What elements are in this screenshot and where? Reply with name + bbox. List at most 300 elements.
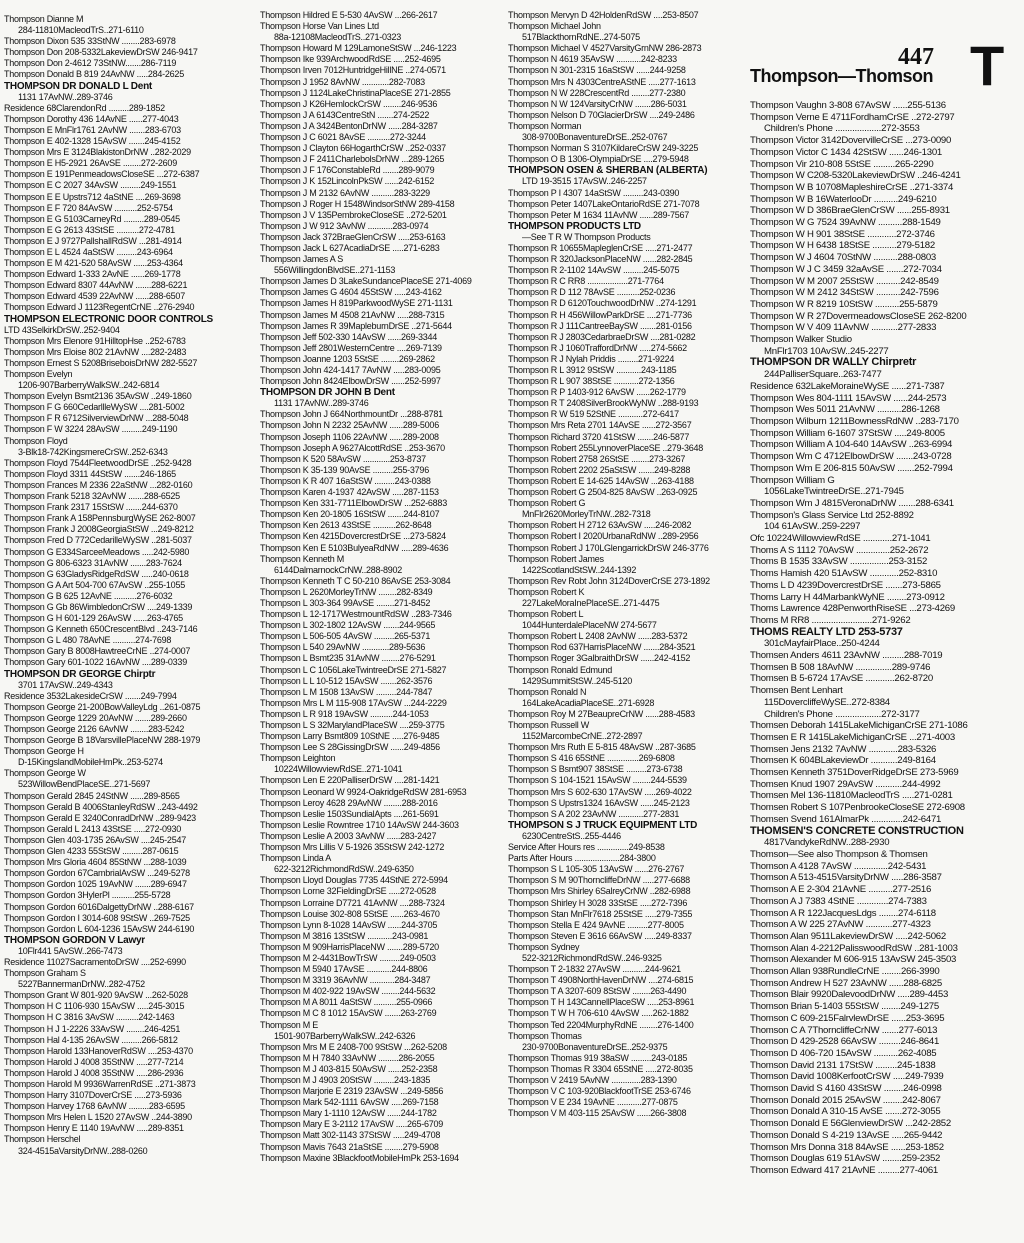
listing-entry: 522-3212RichmondRdSW..246-9325 [522, 952, 662, 963]
listing-entry: 104 61AvSW..259-2297 [764, 521, 861, 533]
listing-entry: Thompson L 12-1717WestmountRdSW ..283-7346 [260, 609, 452, 620]
listing-entry: Thompson Glen 403-1735 26AvSW ....245-2547 [4, 834, 186, 845]
listing-entry: 1206-907BarberryWalkSW..242-6814 [18, 380, 160, 391]
listing-entry: Thompson W R 27DovermeadowsCloseSE 262-8200 [750, 310, 967, 322]
listing-entry: Thompson Graham S [4, 968, 86, 979]
listing-entry: Thompson S Upstrs1324 16AvSW ......245-2123 [508, 797, 690, 808]
listing-entry: Thompson R J 111CantreeBaySW .......281-0156 [508, 320, 692, 331]
listing-entry: Thompson L Bsmt235 31AvNW ........276-5291 [260, 653, 436, 664]
listing-entry: Thompson E C 2027 34AvSW .........249-1551 [4, 180, 177, 191]
listing-entry: Thompson Floyd 7544FleetwoodDrSE ..252-9428 [4, 457, 192, 468]
listing-entry: Thompson Mrs N 4303CentreAStNE .....277-1613 [508, 76, 696, 87]
listing-entry: —See T R W Thompson Products [522, 231, 651, 242]
listing-entry: Thompson Kenneth M [260, 553, 345, 564]
listing-entry: Thompson Gary B 8008HawtreeCrNE ..274-0007 [4, 646, 191, 657]
listing-entry: Thompson Nelson D 70GlacierDrSW ....249-2486 [508, 109, 695, 120]
listing-entry: Thompson Robert K [508, 586, 585, 597]
listing-entry: Thompson S L 105-305 13AvSW ......276-2767 [508, 864, 685, 875]
listing-entry: Thompson M 2-4431BowTrSW .........249-0503 [260, 952, 436, 963]
listing-entry: Thompson Harvey 1768 6AvNW .........283-6595 [4, 1101, 185, 1112]
listing-entry: Thompson Leslie 1503SundialApts ....261-5691 [260, 808, 439, 819]
listing-entry: Thompson Robert E 14-625 14AvSW ...263-4188 [508, 475, 694, 486]
listing-entry: Thompson James H 819ParkwoodWySE 271-1131 [260, 298, 453, 309]
listing-entry: Thompson G Kenneth 650CrescentBlvd ..243-7146 [4, 624, 198, 635]
listing-entry: Thompson Robert J 170LGlengarrickDrSW 246-3776 [508, 542, 709, 553]
listing-entry: 227LakeMoraInePlaceSE..271-4475 [522, 597, 660, 608]
listing-entry: Thomson David 2131 17StSW .........245-1838 [750, 1059, 936, 1071]
listing-entry: Thompson N 4619 35AvSW ...........242-8233 [508, 54, 677, 65]
listing-entry: Thompson S M 90ThorncliffeDrNW .....277-6688 [508, 875, 690, 886]
listing-entry: Thompson Robert L 2408 2AvNW ......283-5372 [508, 631, 688, 642]
listing-entry: Thompson E G 2613 43StSE ..........272-4781 [4, 224, 175, 235]
listing-entry: Thomson Andrew H 527 23AvNW ......288-6825 [750, 977, 942, 989]
listing-entry: Thompson L 302-1802 12AvSW .......244-9565 [260, 620, 436, 631]
listing-entry: 556WillingdonBlvdSE..271-1153 [274, 265, 396, 276]
listing-entry: Thompson G B 625 12AvNE ..........276-6032 [4, 590, 173, 601]
listing-entry: Thompson Wilburn 1211BownessRdNW ..283-7170 [750, 415, 959, 427]
listing-entry: Thompson V 2419 5AvNW .............283-1390 [508, 1075, 677, 1085]
listing-entry: Thompson Victor C 1434 42StSW ......246-1301 [750, 146, 943, 158]
listing-entry: Thompson George 2126 6AvNW ........283-5242 [4, 724, 185, 734]
listing-entry: Thompson M E [260, 1019, 319, 1030]
listing-entry: Thompson Harry 3107DoverCrSE .....273-5936 [4, 1090, 182, 1101]
listing-entry: Thomsen Jens 2132 7AvNW ............283-5326 [750, 743, 937, 755]
listing-entry: Thompson Robert 2758 26StSE ........273-3267 [508, 453, 686, 464]
listing-entry: 1131 17AvNW..289-3746 [18, 91, 113, 102]
listing-entry: Thompson Thomas [508, 1030, 582, 1041]
listing-entry: Thompson Frank A 158PennsburgWySE 262-8007 [4, 513, 196, 524]
thumb-index-letter: T [970, 34, 1005, 97]
listing-entry: Thomson A 4128 7AvSW ..............242-5431 [750, 860, 927, 872]
listing-entry: Thompson Edward J 1123RegentCrNE ..276-2940 [4, 302, 195, 313]
listing-entry: Thompson George W [4, 768, 86, 779]
listing-entry: Thomsen Svend 161AlmarPk .............242-6471 [750, 813, 942, 825]
listing-entry: Thompson R 320JacksonPlaceNW ......282-2845 [508, 254, 693, 265]
listing-entry: Thompson Jack L 627AcadiaDrSE .....271-6283 [260, 242, 440, 253]
listing-entry: THOMPSON GORDON V Lawyr [4, 934, 145, 946]
listing-entry: Thompson R 2-1102 14AvSW .........245-5075 [508, 265, 680, 276]
listing-entry: Thompson Ken 331-7711ElbowDrSW ...252-6883 [260, 498, 447, 509]
listing-entry: Thompson M C 8 1012 15AvSW .......263-2769 [260, 1008, 437, 1019]
listing-entry: Thompson Hal 4-135 26AvSW .........266-5812 [4, 1034, 178, 1045]
listing-entry: Thompson Peter M 1634 11AvNW ......289-7567 [508, 209, 690, 220]
listing-entry: Thompson L R 918 19AvSW ..........244-1053 [260, 708, 429, 719]
listing-entry: 5227BannermanDrNW..282-4752 [18, 979, 145, 990]
listing-entry: Thompson N 301-2315 16aStSW ......244-9258 [508, 65, 686, 76]
listing-entry: Thompson E H5-2921 26AvSE ........272-2609 [4, 158, 177, 169]
listing-entry: Thompson Norman [508, 120, 582, 131]
listing-entry: Thompson S A 202 23AvNW ...........277-2831 [508, 808, 680, 819]
listing-entry: Thompson Joseph 1106 22AvNW ......289-2008 [260, 431, 439, 442]
listing-entry: 164LakeAcadiaPlaceSE..271-6928 [522, 697, 655, 708]
listing-entry: Thompson G 806-6323 31AvNW .......283-7624 [4, 557, 182, 568]
listing-entry: Thompson Ken 4215DovercrestDrSE ...273-5824 [260, 531, 446, 542]
listing-entry: 301cMayfairPlace..250-4244 [764, 638, 880, 650]
listing-entry: THOMPSON DR GEORGE Chirptr [4, 668, 156, 680]
listing-entry: Children's Phone ...................272-3553 [764, 123, 920, 135]
listing-entry: Thompson Mrs L M 115-908 17AvSW ...244-2229 [260, 697, 447, 708]
listing-entry: D-15KingslandMobileHmPk..253-5274 [18, 757, 163, 768]
listing-entry: Thompson F G 660CedarllleWySW ....281-5002 [4, 402, 185, 413]
listing-entry: Thomson Brian 5-1403 55StSW ........249-1275 [750, 1001, 939, 1013]
listing-entry: Thomson—See also Thompson & Thomsen [750, 849, 928, 860]
listing-entry: Thompson Mavis 7643 21aStSE ........279-5908 [260, 1141, 439, 1152]
listing-entry: Thompson L 303-364 99AvSE ........271-8452 [260, 597, 431, 608]
listing-entry: Thompson Leslie Rowntree 1710 14AvSW 244-3603 [260, 819, 459, 830]
listing-entry: Thomsen K 604BLakeviewDr ...........249-8164 [750, 755, 936, 767]
listing-column-4 [750, 100, 1020, 1235]
listing-entry: Thomson David 1008KerfootCrSW .....249-7939 [750, 1071, 944, 1083]
listing-entry: Thompson Edward 4539 22AvNW ......288-6507 [4, 291, 185, 302]
listing-entry: Thomsen Robert S 107PenbrookeCloseSE 272-6908 [750, 802, 965, 814]
listing-entry: Thompson Irven 7012HuntridgeHillNE ..274-0571 [260, 65, 446, 76]
listing-entry: Service After Hours res ..............249-8538 [508, 842, 665, 853]
listing-entry: Thompson Gordon 1025 19AvNW .......289-6947 [4, 879, 187, 890]
listing-entry: Thompson William 6-1607 37StSW .....249-8005 [750, 427, 945, 439]
listing-entry: 1131 17AvNW..289-3746 [274, 398, 369, 409]
listing-entry: Thompson Wm C 4712ElbowDrSW .......243-0728 [750, 451, 952, 463]
listing-entry: Thompson N W 124VarsityCrNW .......286-5031 [508, 98, 687, 109]
listing-entry: Thompson John J 664NorthmountDr ...288-8781 [260, 409, 443, 420]
listing-entry: Thomson Blair 9920DalevoodDrNW .....289-4453 [750, 989, 949, 1001]
listing-entry: Thomson A 513-4515VarsityDrNW .....286-3587 [750, 872, 942, 884]
listing-entry: LTD 19-3515 17AvSW..246-2257 [522, 176, 647, 187]
listing-entry: Thompson John 8424ElbowDrSW ......252-5997 [260, 376, 441, 387]
listing-entry: Thompson P I 4307 14aStSW .........243-0390 [508, 187, 680, 198]
listing-entry: Thompson Frank 2317 15StSW .......244-6370 [4, 502, 178, 513]
listing-entry: Thomson Alexander M 606-915 13AvSW 245-3503 [750, 954, 957, 966]
listing-entry: Thompson Gerald B 4006StanleyRdSW ..243-4492 [4, 801, 198, 812]
listing-entry: Thompson R C RR8 ..................271-7764 [508, 276, 664, 287]
listing-entry: Thomson Alan 9511LakeviewDrSW .....242-5062 [750, 930, 946, 942]
listing-entry: 1044HunterdalePlaceNW 274-5677 [522, 620, 657, 631]
listing-column-2 [260, 10, 504, 1235]
listing-column-1 [4, 14, 254, 1239]
listing-entry: THOMPSON OSEN & SHERBAN (ALBERTA) [508, 165, 708, 177]
listing-entry: Thompson J F 176ConstableRd .......289-9079 [260, 165, 435, 176]
listing-entry: THOMPSON DR WALLY Chirpretr [750, 357, 917, 369]
listing-column-3 [508, 10, 750, 1235]
listing-entry: Thompson Frank 5218 32AvNW .......288-6525 [4, 491, 180, 502]
listing-entry: 1056LakeTwintreeDrSE..271-7945 [764, 486, 904, 498]
listing-entry: Thompson E G 5103CarneyRd .........289-0545 [4, 213, 180, 224]
listing-entry: Thompson E 402-1328 15AvSW .......245-4152 [4, 136, 181, 147]
listing-entry: Thomsen Bent Lenhart [750, 685, 843, 697]
running-head: Thompson—Thomson [750, 66, 933, 86]
listing-entry: Thompson Norman S 3107KildareCrSW 249-3225 [508, 143, 699, 154]
listing-entry: Thompson J K26HemlockCrSW ........246-9536 [260, 98, 438, 109]
listing-entry: Thompson T H 143CannellPlaceSW .....253-8961 [508, 997, 695, 1008]
listing-entry: Thompson J 1952 8AvNW ............282-7083 [260, 76, 425, 87]
listing-entry: Thompson R W 519 52StNE ...........272-6417 [508, 409, 679, 420]
listing-entry: Thompson R J 2803CedarbraeDrSW ....281-0282 [508, 331, 696, 342]
listing-entry: Thompson Robert I 2020UrbanaRdNW ..289-2956 [508, 531, 699, 542]
listing-entry: Thompson Thomas R 3304 65StNE .....272-8035 [508, 1063, 693, 1074]
listing-entry: Thompson R D 112 78AvSE ..........252-0236 [508, 287, 676, 298]
listing-entry: Thompson George 21-200BowValleyLdg ..261-0875 [4, 701, 201, 712]
listing-entry: Thomson Donald 2015 25AvSW ........242-8067 [750, 1094, 941, 1106]
listing-entry: Thompson Gordon 6016DalgettyDrNW ..288-6167 [4, 901, 194, 912]
listing-entry: 10Flr441 5AvSW..266-7473 [18, 945, 123, 956]
listing-entry: Thompson Robert 255LynnoverPlaceSE ..279-3648 [508, 442, 704, 453]
listing-entry: Thompson J 1124LakeChristinaPlaceSE 271-2855 [260, 87, 451, 98]
listing-entry: Thompson Lloyd Douglas 7735 44StNE 272-5994 [260, 875, 448, 886]
listing-entry: THOMPSON DR JOHN B Dent [260, 387, 395, 399]
listing-entry: Thompson W B 10708MapleshireCrSE ..271-3374 [750, 181, 954, 193]
listing-entry: 324-4515aVarsityDrNW..288-0260 [18, 1145, 148, 1156]
listing-entry: Thompson Mrs Reta 2701 14AvSE ......272-3567 [508, 420, 692, 431]
listing-entry: Thompson G A Art 504-700 67AvSW ..255-1055 [4, 579, 185, 590]
listing-entry: Thompson T 2-1832 27AvSW ..........244-9621 [508, 964, 681, 975]
listing-entry: Thompson Ike 939ArchwoodRdSE .....252-4695 [260, 54, 441, 65]
listing-entry: Thompson Stan MnFlr7618 25StSE .....279-7355 [508, 908, 693, 919]
listing-entry: Residence 632LakeMoraineWySE ......271-7387 [750, 380, 945, 392]
listing-entry: Thompson Frances M 2336 22aStNW ...282-0160 [4, 479, 193, 490]
listing-entry: Thompson Ken 2613 43StSE ..........262-8648 [260, 520, 432, 531]
listing-entry: Thompson E 191PenmeadowsCloseSE ...272-6387 [4, 169, 200, 180]
listing-entry: Thoms A S 1112 70AvSW ..............252-2672 [750, 544, 929, 556]
listing-entry: Thompson Peter 1407LakeOntarioRdSE 271-7078 [508, 198, 700, 209]
listing-entry: Thompson Horse Van Lines Ltd [260, 21, 379, 32]
listing-entry: THOMPSON DR DONALD L Dent [4, 80, 153, 92]
listing-entry: Thompson G Gb 86WimbledonCrSW ....249-1339 [4, 601, 193, 612]
listing-entry: Thompson Walker Studio [750, 334, 852, 346]
listing-entry: Thompson L L 10-512 15AvSW .......262-3576 [260, 675, 433, 686]
listing-entry: Thompson Harold J 4008 35StNW .....286-2936 [4, 1067, 184, 1078]
listing-entry: Thompson Kenneth T C 50-210 86AvSE 253-3084 [260, 575, 451, 586]
listing-entry: Thompson's Glass Service Ltd 252-8892 [750, 509, 914, 521]
listing-entry: Thompson M 5940 17AvSE ...........244-8806 [260, 964, 428, 975]
listing-entry: Thompson E L 4524 4aStSW .........243-6964 [4, 246, 173, 257]
listing-entry: Thompson Larry Bsmt809 10StNE .....276-9485 [260, 731, 440, 742]
listing-entry: Thompson G L 480 78AvNE ..........274-7698 [4, 635, 172, 646]
listing-entry: Thompson Ted 2204MurphyRdNE ........276-1400 [508, 1019, 694, 1030]
listing-entry: Thompson Mrs Gloria 4604 85StNW ...288-1039 [4, 857, 187, 868]
listing-entry: Ofc 10224WillowviewRdSE ............271-1041 [750, 533, 931, 545]
page-number: 447 [898, 44, 934, 70]
listing-entry: Thompson R L 3912 9StSW ...........243-1185 [508, 365, 677, 375]
listing-entry: Thompson Mrs Lillis V 5-1926 35StSW 242-1272 [260, 842, 445, 853]
listing-entry: Thomson D 429-2528 66AvSW .........246-8641 [750, 1036, 940, 1048]
listing-entry: Thompson Richard 3720 41StSW .......246-5877 [508, 431, 690, 442]
listing-entry: Thomsen B 508 18AvNW ...............289-9746 [750, 661, 931, 673]
listing-entry: Thompson J Clayton 66HogarthCrSW ..252-0337 [260, 143, 446, 154]
listing-entry: 1501-907BarberryWalkSW..242-6326 [274, 1030, 416, 1041]
listing-entry: Thompson Maxine 3BlackfootMobileHmPk 253-1694 [260, 1152, 459, 1163]
listing-entry: Thoms Larry H 44MarbankWyNE ........273-0912 [750, 591, 945, 603]
listing-entry: Thompson Gerald 2845 24StNW ......289-8565 [4, 790, 180, 801]
listing-entry: Thompson K R 407 16aStSW .........243-0388 [260, 475, 431, 486]
listing-entry: Thompson R H 456WillowParkDrSE ....271-7736 [508, 309, 692, 320]
listing-entry: Thompson O B 1306-OlympiaDrSE ....279-5948 [508, 154, 689, 165]
listing-entry: Thompson T A 3207-609 8StSW ........263-4490 [508, 986, 687, 997]
listing-entry: Thompson L M 1508 13AvSW .........244-7847 [260, 686, 433, 697]
listing-entry: 88a-12108MacleodTrS..271-0323 [274, 32, 402, 43]
listing-entry: Thompson Harold 133HanoverRdSW ....253-4370 [4, 1045, 193, 1056]
listing-entry: Thompson W C208-5320LakeviewDrSW ..246-4241 [750, 170, 961, 182]
listing-entry: Thompson Dianne M [4, 14, 84, 24]
listing-entry: Thompson J A 6143CentreStN .......274-2522 [260, 109, 430, 120]
listing-entry: Thompson Ernest S 5208BriseboisDrNW 282-5527 [4, 357, 198, 368]
listing-entry: Thompson Russell W [508, 720, 590, 730]
listing-entry: 6144DalmarnockCrNW..288-8902 [274, 564, 403, 575]
listing-entry: Thompson Mary 1-1110 12AvSW ......244-1782 [260, 1108, 437, 1119]
listing-entry: Thompson Leighton [260, 753, 336, 764]
listing-entry: Thompson G E334SarceeMeadows .....242-5980 [4, 546, 190, 557]
listing-entry: Thoms L D 4239DovercrestDrSE .......273-5865 [750, 579, 941, 591]
listing-entry: Thompson Rod 637HarrisPlaceNW .......284-3521 [508, 642, 696, 653]
listing-entry: Thompson Lee S 28GissingDrSW ......249-4856 [260, 742, 440, 753]
listing-entry: Thompson James G 4604 45StSW .....243-4162 [260, 287, 442, 298]
listing-entry: Thompson James D 3LakeSundancePlaceSE 271-4069 [260, 276, 472, 287]
listing-entry: Thompson G H 601-129 26AvSW ......263-4765 [4, 613, 183, 624]
listing-entry: Thompson R 10655MapleglenCrSE .....271-2477 [508, 242, 693, 253]
listing-entry: Thompson Mrs S 602-630 17AvSW .....269-4022 [508, 786, 692, 797]
listing-entry: Thompson R D 6120TouchwoodDrNW ..274-1291 [508, 298, 697, 309]
listing-entry: Thompson Fred D 772CedarilleWySW ..281-5037 [4, 535, 192, 546]
listing-entry: Thomsen Kenneth 3751DoverRidgeDrSE 273-5969 [750, 767, 959, 779]
listing-entry: Thomson Alan 4-2212PalisswoodRdSW ..281-1003 [750, 942, 958, 954]
listing-entry: Thompson Robert H 2712 63AvSW .....246-2082 [508, 520, 692, 531]
listing-entry: Thomson A E 2-304 21AvNE ..........277-2516 [750, 884, 932, 896]
listing-entry: Thompson R J Nylah Priddis .........271-9224 [508, 353, 675, 364]
listing-entry: Thompson V M 403-115 25AvSW ......266-3808 [508, 1108, 687, 1119]
listing-entry: Thomson A R 122JacquesLdgs ........274-6118 [750, 907, 936, 919]
listing-entry: Thompson J A 3424BentonDrNW ......284-3287 [260, 120, 438, 131]
listing-entry: Thompson L 506-505 4AvSW .........265-5371 [260, 631, 431, 642]
listing-entry: Thompson J W 912 3AvNW ...........283-0974 [260, 220, 429, 231]
listing-entry: Thompson Howard M 129LamoneStSW ...246-1223 [260, 43, 457, 54]
listing-entry: Thoms Lawrence 428PenworthRiseSE ...273-4269 [750, 603, 955, 615]
listing-entry: 244PalliserSquare..263-7477 [764, 369, 882, 381]
listing-entry: Thompson J M 2132 6AvNW ..........283-3229 [260, 187, 430, 198]
listing-entry: THOMS REALTY LTD 253-5737 [750, 626, 903, 638]
listing-entry: 230-9700BonaventureDrSE..252-9375 [522, 1041, 668, 1052]
listing-entry: Thompson J K 152LincolnPkSW ......242-6152 [260, 176, 435, 187]
listing-entry: Thompson Joanne 1203 5StSE ........269-2862 [260, 353, 435, 364]
listing-entry: Thoms B 1535 33AvSW ................253-3152 [750, 556, 928, 568]
listing-entry: Thomson Donald E 56GlenviewDrSW ...242-2852 [750, 1118, 951, 1130]
listing-entry: Thompson George H [4, 746, 84, 757]
listing-entry: Thompson W J C 3459 32aAvSE .......272-7034 [750, 263, 942, 275]
listing-entry: Thompson H C 3816 3AvSW ..........242-1463 [4, 1012, 175, 1023]
listing-entry: Thompson M J 4903 20StSW .........243-1835 [260, 1075, 431, 1085]
listing-entry: Residence 68ClarendonRd .........289-1852 [4, 102, 165, 113]
listing-entry: Thompson Michael John [508, 21, 601, 32]
listing-entry: Thomson Donald S 4-219 13AvSE .....265-9442 [750, 1129, 943, 1141]
listing-entry: Thompson Floyd [4, 435, 68, 446]
listing-entry: Thompson Evelyn [4, 369, 73, 379]
listing-entry: Thomsen Mel 136-11810MacleodTrS .....271-0281 [750, 790, 953, 802]
listing-entry: Thompson Mrs Eloise 802 21AvNW ....282-2483 [4, 346, 187, 357]
listing-entry: Thompson Donald B 819 24AvNW .....284-2625 [4, 69, 184, 80]
listing-entry: Thompson M 3319 36AvNW ...........284-3487 [260, 975, 431, 986]
listing-entry: Parts After Hours ....................284-3800 [508, 853, 656, 864]
listing-entry: 308-9700BonaventureDrSE..252-0767 [522, 132, 668, 143]
listing-entry: Thompson Mervyn D 42HoldenRdSW ....253-8507 [508, 10, 699, 20]
listing-entry: Thompson John 424-1417 7AvNW .....283-0095 [260, 365, 441, 375]
listing-entry: Thompson Gerald L 2413 43StSE .....272-0930 [4, 823, 182, 834]
listing-entry: Thompson Shirley H 3028 33StSE .....272-7396 [508, 897, 688, 908]
listing-entry: Thompson Jack 372BraeGlenCrSW .....253-6163 [260, 231, 446, 242]
listing-entry: 622-3212RichmondRdSW..249-6350 [274, 864, 414, 875]
listing-entry: Thomson A J 7383 4StNE .............274-7383 [750, 895, 927, 907]
listing-entry: Thompson Leonard W 9924-OakridgeRdSW 281-6953 [260, 786, 467, 797]
listing-entry: Thompson Wes 5011 21AvNW ..........286-1268 [750, 404, 940, 416]
listing-entry: Thompson W M 2007 25StSW ..........242-8549 [750, 275, 939, 287]
listing-entry: 115DovercliffeWySE..272-8384 [764, 696, 890, 708]
listing-entry: Thompson W M 2412 34StSW ..........242-7596 [750, 287, 939, 299]
listing-entry: Thompson Gordon 3HylerPl ..........255-5728 [4, 890, 171, 901]
listing-entry: Thompson Louise 302-808 5StSE ......263-4670 [260, 908, 440, 919]
listing-entry: Thompson Ken 20-1805 16StSW .......244-8107 [260, 509, 440, 520]
listing-entry: Thompson N W 228CrescentRd ........277-2380 [508, 87, 686, 98]
listing-entry: Thomson C A 7ThorncliffeCrNW .......277-6013 [750, 1024, 938, 1036]
listing-entry: Thompson Frank J 2008GeorgiaStSW ...249-8212 [4, 524, 194, 535]
listing-entry: Thompson J Roger H 1548WindsorStNW 289-4158 [260, 198, 455, 209]
listing-entry: Thompson Robert 2202 25aStSW .......249-8288 [508, 464, 691, 475]
listing-entry: Thompson S Bsmt907 38StSE .........273-6738 [508, 764, 683, 775]
listing-entry: Thompson V C 103-920BlackfootTrSE 253-6746 [508, 1086, 691, 1097]
listing-entry: Thompson Harold M 9936WarrenRdSE ..271-3873 [4, 1079, 196, 1089]
listing-entry: Thompson George 1229 20AvNW .......289-2660 [4, 712, 187, 723]
listing-entry: Thoms Hamish 420 51AvSW ............252-8310 [750, 568, 938, 580]
listing-entry: Thompson William G [750, 474, 835, 486]
listing-entry: Thompson Henry E 1140 19AvNW .....289-8351 [4, 1123, 184, 1134]
listing-entry: Thompson George B 18VarsvillePlaceNW 288-1979 [4, 735, 201, 746]
listing-entry: Thompson James A S [260, 254, 344, 265]
listing-entry: Thompson Stella E 424 9AvNE .........277-8005 [508, 919, 684, 930]
listing-entry: Thompson K 520 58AvSW ............253-8737 [260, 453, 426, 464]
listing-entry: Thompson W H 901 38StSE ............272-3746 [750, 228, 935, 240]
listing-entry: THOMSEN'S CONCRETE CONSTRUCTION [750, 825, 964, 837]
listing-entry: MnFlr1703 10AvSW..245-2277 [764, 345, 889, 357]
listing-entry: Thompson Wm E 206-815 50AvSW .......252-7994 [750, 462, 953, 474]
listing-entry: Thompson Karen 4-1937 42AvSW .....287-1153 [260, 487, 439, 498]
listing-entry: Thompson Mrs M E 2408-700 9StSW ...262-5208 [260, 1041, 447, 1052]
listing-entry: Thompson J C 6021 8AvSE ..........272-3244 [260, 132, 426, 143]
listing-entry: Thompson M A 8011 4aStSW ..........255-0966 [260, 997, 433, 1008]
listing-entry: Thompson W H 6438 18StSE ..........279-5182 [750, 240, 935, 252]
listing-entry: Thomson Donald A 310-15 AvSE .......272-3055 [750, 1106, 941, 1118]
listing-entry: Thompson R L 907 38StSE ...........272-1356 [508, 376, 675, 387]
listing-entry: Thompson Roy M 27BeaupreCrNW ......288-4583 [508, 708, 695, 719]
listing-entry: Thompson Robert L [508, 609, 584, 620]
listing-entry: Thompson Herschel [4, 1134, 81, 1145]
listing-entry: Thompson Gordon 67CambrialAvSW ...249-5278 [4, 868, 190, 879]
listing-entry: Thompson Thomas 919 38aSW .........243-0185 [508, 1052, 688, 1063]
listing-entry: Thompson H J 1-2226 33AvSW ........246-4251 [4, 1023, 181, 1034]
listing-entry: Thompson Don 2-4612 73StNW.......286-7119 [4, 58, 177, 69]
listing-entry: 3-Blk18-742KingsmereCrSW..252-6343 [18, 446, 168, 457]
listing-entry: Thompson R J 1060TraffordDrNW .....274-5662 [508, 342, 687, 353]
listing-entry: Thompson K 35-139 90AvSE .........255-3796 [260, 464, 429, 475]
listing-entry: Thomsen B 5-6724 17AvSE ............262-8720 [750, 673, 933, 685]
listing-entry: Thompson Leslie A 2003 3AvNW ......283-2427 [260, 830, 437, 841]
listing-entry: LTD 43SelkirkDrSW..252-9404 [4, 324, 120, 335]
listing-entry: MnFlr2620MorleyTrNW..282-7318 [522, 509, 651, 520]
listing-entry: Thompson John N 2232 25AvNW ......289-5006 [260, 420, 439, 431]
listing-entry: Thompson Dorothy 436 14AvNE ......277-4043 [4, 113, 179, 124]
listing-entry: Thomsen E R 1415LakeMichiganCrSE ...271-4003 [750, 731, 955, 743]
listing-entry: Thompson Rev Robt John 3124DoverCrSE 273-1892 [508, 575, 710, 586]
listing-entry: 523WillowBendPlaceSE..271-5697 [18, 779, 151, 790]
listing-entry: 6230CentreStS..255-4446 [522, 830, 621, 841]
listing-entry: Children's Phone ...................272-3177 [764, 708, 920, 720]
listing-entry: 517BlackthornRdNE..274-5075 [522, 32, 640, 43]
listing-entry: Thomson Douglas 619 51AvSW ........259-2352 [750, 1153, 941, 1165]
listing-entry: Thompson W D 386BraeGlenCrSW ......255-8931 [750, 205, 950, 217]
